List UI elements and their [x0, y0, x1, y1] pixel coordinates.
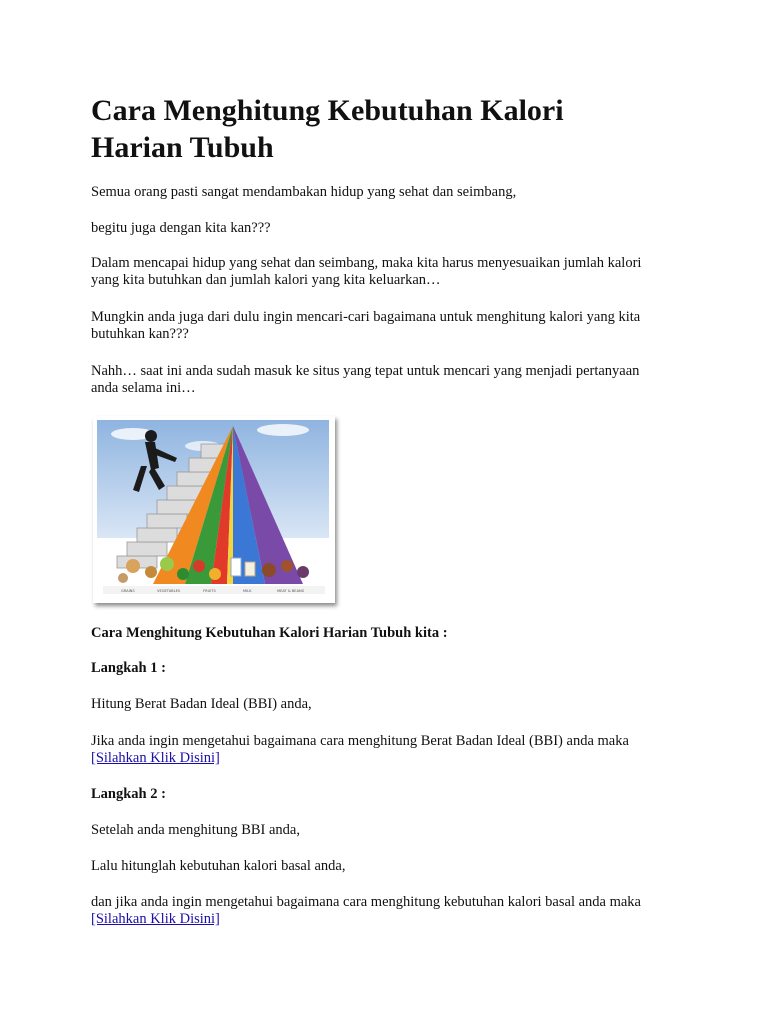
- balance-line-1: Dalam mencapai hidup yang sehat dan seimbang, maka kita harus menyesuaikan jumlah kalori: [91, 255, 642, 271]
- balance-paragraph: [91, 255, 676, 289]
- search-line-1: Mungkin anda juga dari dulu ingin mencari-cari bagaimana untuk menghitung kalori yang kita: [91, 309, 641, 325]
- figure-label-meat-beans: MEAT & BEANS: [277, 589, 304, 593]
- step-1-instruction: Hitung Berat Badan Ideal (BBI) anda,: [91, 696, 312, 712]
- figure-label-milk: MILK: [243, 589, 252, 593]
- figure-label-vegetables: VEGETABLES: [157, 589, 181, 593]
- step-2-link[interactable]: [Silahkan Klik Disini]: [91, 911, 220, 927]
- step-2-detail-text: dan jika anda ingin mengetahui bagaimana cara menghitung kebutuhan kalori basal anda maka: [91, 894, 641, 910]
- title-line-1: Cara Menghitung Kebutuhan Kalori: [91, 94, 564, 127]
- step-2-detail: [91, 894, 676, 928]
- figure-label-grains: GRAINS: [121, 589, 135, 593]
- page-title: [91, 92, 651, 166]
- step-2-instruction: Setelah anda menghitung BBI anda,: [91, 822, 300, 838]
- title-line-2: Harian Tubuh: [91, 131, 274, 164]
- food-pyramid-illustration: [93, 416, 335, 603]
- step-2-basal: Lalu hitunglah kebutuhan kalori basal anda,: [91, 858, 346, 874]
- step-2-heading: Langkah 2 :: [91, 786, 166, 802]
- search-paragraph: [91, 309, 676, 343]
- question-paragraph: begitu juga dengan kita kan???: [91, 220, 271, 236]
- balance-line-2: yang kita butuhkan dan jumlah kalori yang kita keluarkan…: [91, 272, 441, 288]
- figure-label-fruits: FRUITS: [203, 589, 216, 593]
- section-heading: Cara Menghitung Kebutuhan Kalori Harian Tubuh kita :: [91, 625, 448, 641]
- step-1-heading: Langkah 1 :: [91, 660, 166, 676]
- site-paragraph: [91, 363, 676, 397]
- step-1-detail-text: Jika anda ingin mengetahui bagaimana cara menghitung Berat Badan Ideal (BBI) anda maka: [91, 733, 629, 749]
- intro-paragraph: Semua orang pasti sangat mendambakan hidup yang sehat dan seimbang,: [91, 184, 517, 200]
- step-1-detail: [91, 733, 676, 767]
- site-line-1: Nahh… saat ini anda sudah masuk ke situs yang tepat untuk mencari yang menjadi pertanyaan: [91, 363, 640, 379]
- search-line-2: butuhkan kan???: [91, 326, 189, 342]
- food-pyramid-image: [93, 416, 335, 603]
- site-line-2: anda selama ini…: [91, 380, 196, 396]
- step-1-link[interactable]: [Silahkan Klik Disini]: [91, 750, 220, 766]
